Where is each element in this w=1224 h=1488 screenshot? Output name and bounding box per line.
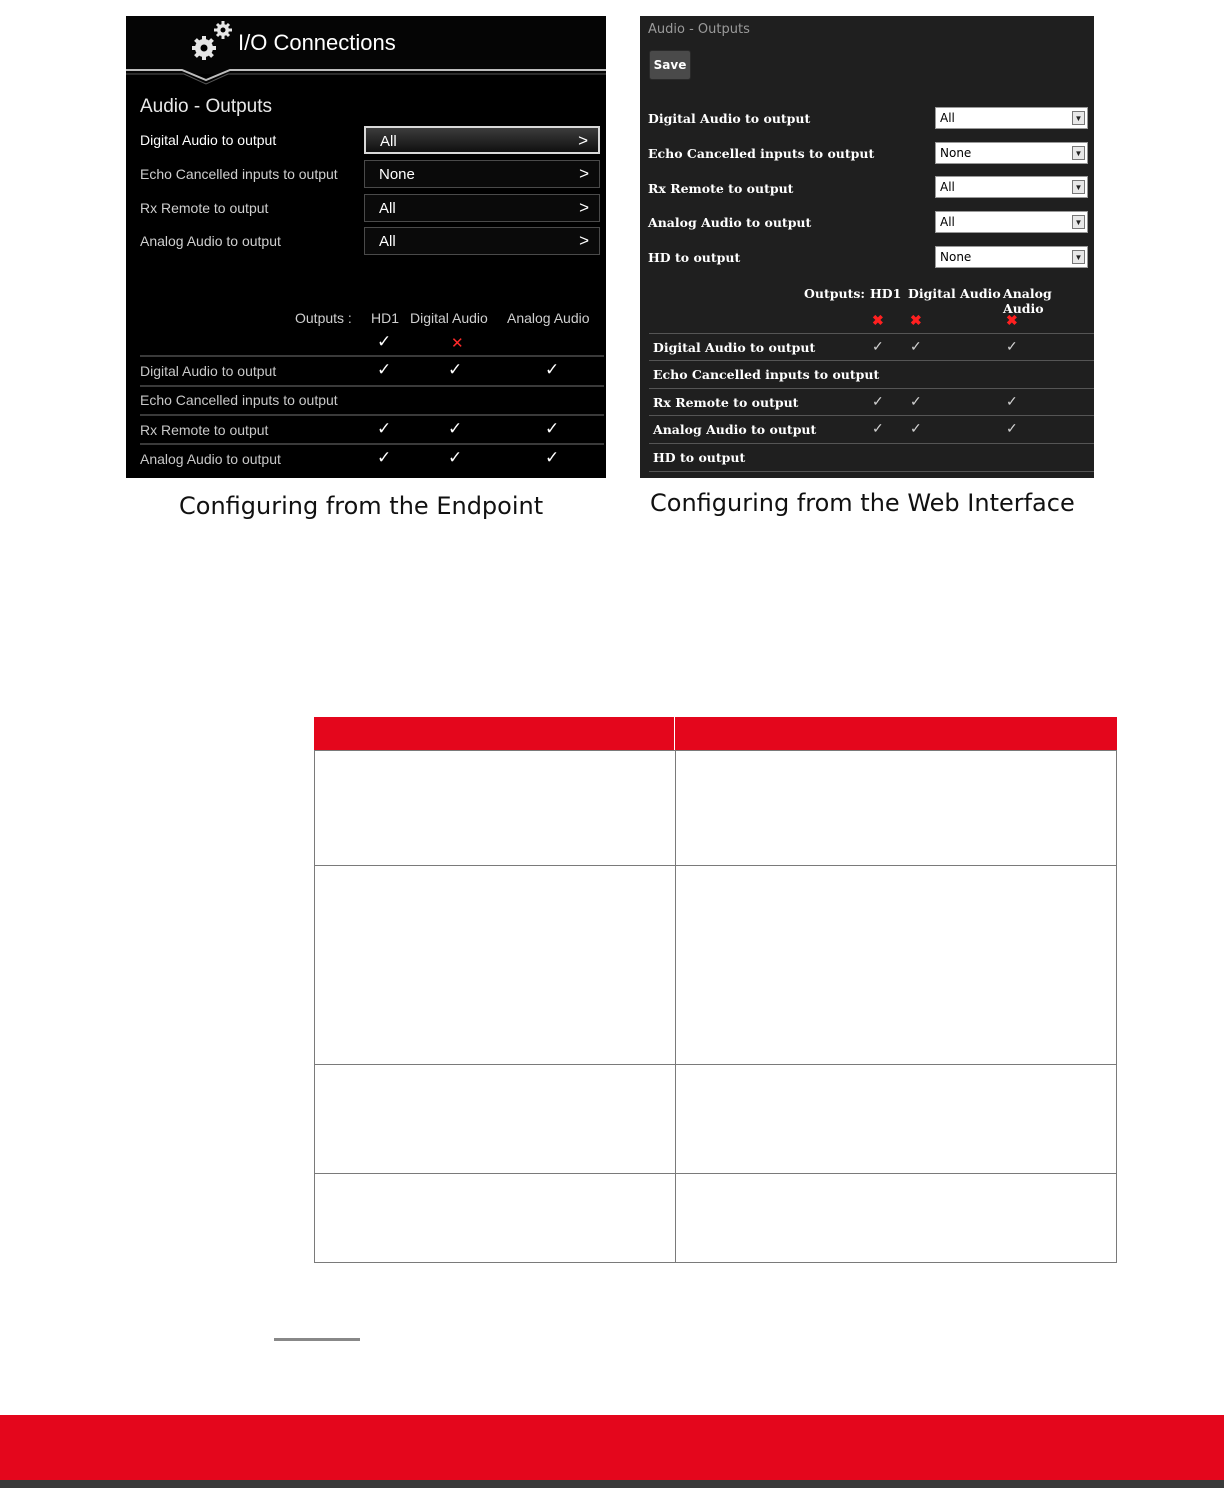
setting-label: Echo Cancelled inputs to output — [140, 166, 338, 182]
check-icon: ✓ — [1006, 420, 1018, 436]
setting-value: All — [379, 200, 396, 217]
table-cell — [675, 865, 1117, 1065]
setting-select-analog-audio[interactable] — [935, 211, 1088, 233]
setting-label: Rx Remote to output — [140, 200, 269, 216]
table-row-label: Echo Cancelled inputs to output — [140, 392, 338, 408]
dropdown-arrow-icon[interactable]: ▼ — [1072, 215, 1085, 229]
setting-label: Digital Audio to output — [648, 111, 811, 126]
check-icon: ✓ — [910, 338, 922, 354]
setting-label: HD to output — [648, 250, 741, 265]
check-icon: ✓ — [448, 360, 463, 379]
dropdown-arrow-icon[interactable]: ▼ — [1072, 180, 1085, 194]
status-check-icon: ✓ — [377, 332, 392, 351]
setting-select-hd[interactable] — [935, 246, 1088, 268]
check-icon: ✓ — [377, 360, 392, 379]
outputs-label: Outputs: — [804, 286, 866, 301]
gear-icon — [188, 20, 234, 64]
check-icon: ✓ — [872, 393, 884, 409]
setting-select-echo-cancelled[interactable] — [364, 160, 600, 188]
setting-value: All — [940, 180, 955, 194]
row-divider — [649, 415, 1094, 416]
setting-value: None — [379, 166, 415, 183]
setting-value: All — [940, 111, 955, 125]
footer-band — [0, 1415, 1224, 1480]
table-header-cell — [675, 717, 1117, 750]
dropdown-arrow-icon[interactable]: ▼ — [1072, 146, 1085, 160]
table-row-label: Analog Audio to output — [653, 422, 817, 437]
setting-value: All — [940, 215, 955, 229]
row-divider — [140, 355, 604, 357]
setting-value: All — [379, 233, 396, 250]
row-divider — [140, 414, 604, 416]
check-icon: ✓ — [377, 448, 392, 467]
check-icon: ✓ — [1006, 393, 1018, 409]
check-icon: ✓ — [872, 338, 884, 354]
setting-select-digital-audio[interactable] — [364, 126, 600, 154]
endpoint-panel — [126, 16, 606, 478]
row-divider — [649, 471, 1094, 472]
check-icon: ✓ — [377, 419, 392, 438]
status-cross-icon: ✖ — [1006, 312, 1018, 328]
table-cell — [675, 750, 1117, 866]
setting-value: None — [940, 146, 972, 160]
setting-value: None — [940, 250, 972, 264]
row-divider — [649, 333, 1094, 334]
row-divider — [649, 443, 1094, 444]
chevron-right-icon: > — [579, 164, 589, 183]
dropdown-arrow-icon[interactable]: ▼ — [1072, 250, 1085, 264]
check-icon: ✓ — [1006, 338, 1018, 354]
column-header-analog-audio: Analog Audio — [507, 310, 590, 326]
setting-label: Rx Remote to output — [648, 181, 794, 196]
endpoint-section-title: Audio - Outputs — [140, 96, 273, 117]
column-header-analog-audio: Analog Audio — [1003, 286, 1052, 316]
setting-label: Analog Audio to output — [648, 215, 812, 230]
setting-label: Analog Audio to output — [140, 233, 281, 249]
check-icon: ✓ — [910, 420, 922, 436]
setting-label: Echo Cancelled inputs to output — [648, 146, 875, 161]
table-cell — [314, 1064, 676, 1174]
footer-bar — [0, 1480, 1224, 1488]
web-panel — [640, 16, 1094, 478]
column-header-digital-audio: Digital Audio — [410, 310, 488, 326]
check-icon: ✓ — [545, 419, 560, 438]
table-row-label: HD to output — [653, 450, 746, 465]
table-row-label: Rx Remote to output — [653, 395, 799, 410]
row-divider — [140, 385, 604, 387]
check-icon: ✓ — [545, 360, 560, 379]
caption-endpoint: Configuring from the Endpoint — [179, 492, 544, 520]
status-cross-icon: ✕ — [451, 335, 464, 352]
check-icon: ✓ — [448, 448, 463, 467]
check-icon: ✓ — [910, 393, 922, 409]
row-divider — [140, 443, 604, 445]
table-cell — [314, 1173, 676, 1263]
table-header-cell — [314, 717, 674, 750]
caption-web: Configuring from the Web Interface — [650, 489, 1075, 517]
chevron-right-icon: > — [578, 131, 588, 150]
setting-select-analog-audio[interactable] — [364, 227, 600, 255]
column-header-hd1: HD1 — [870, 286, 902, 301]
setting-select-rx-remote[interactable] — [364, 194, 600, 222]
row-divider — [649, 388, 1094, 389]
web-panel-title: Audio - Outputs — [648, 22, 750, 37]
table-row-label: Digital Audio to output — [653, 340, 816, 355]
table-row-label: Rx Remote to output — [140, 422, 269, 438]
status-cross-icon: ✖ — [872, 312, 884, 328]
table-row-label: Analog Audio to output — [140, 451, 281, 467]
setting-select-digital-audio[interactable] — [935, 107, 1088, 129]
table-cell — [675, 1064, 1117, 1174]
save-button[interactable]: Save — [649, 50, 691, 80]
column-header-hd1: HD1 — [371, 310, 400, 326]
info-table — [314, 717, 1117, 1263]
chevron-right-icon: > — [579, 231, 589, 250]
table-row-label: Echo Cancelled inputs to output — [653, 367, 880, 382]
row-divider — [649, 360, 1094, 361]
setting-select-echo-cancelled[interactable] — [935, 142, 1088, 164]
check-icon: ✓ — [872, 420, 884, 436]
table-cell — [314, 750, 676, 866]
setting-value: All — [380, 133, 397, 150]
setting-label: Digital Audio to output — [140, 132, 277, 148]
chevron-right-icon: > — [579, 198, 589, 217]
footnote-rule — [274, 1338, 360, 1341]
table-cell — [675, 1173, 1117, 1263]
table-row-label: Digital Audio to output — [140, 363, 277, 379]
check-icon: ✓ — [448, 419, 463, 438]
column-header-digital-audio: Digital Audio — [908, 286, 1001, 301]
endpoint-header-title: I/O Connections — [238, 30, 396, 55]
dropdown-arrow-icon[interactable]: ▼ — [1072, 111, 1085, 125]
outputs-label: Outputs : — [295, 310, 352, 326]
check-icon: ✓ — [545, 448, 560, 467]
status-cross-icon: ✖ — [910, 312, 922, 328]
table-cell — [314, 865, 676, 1065]
setting-select-rx-remote[interactable] — [935, 176, 1088, 198]
